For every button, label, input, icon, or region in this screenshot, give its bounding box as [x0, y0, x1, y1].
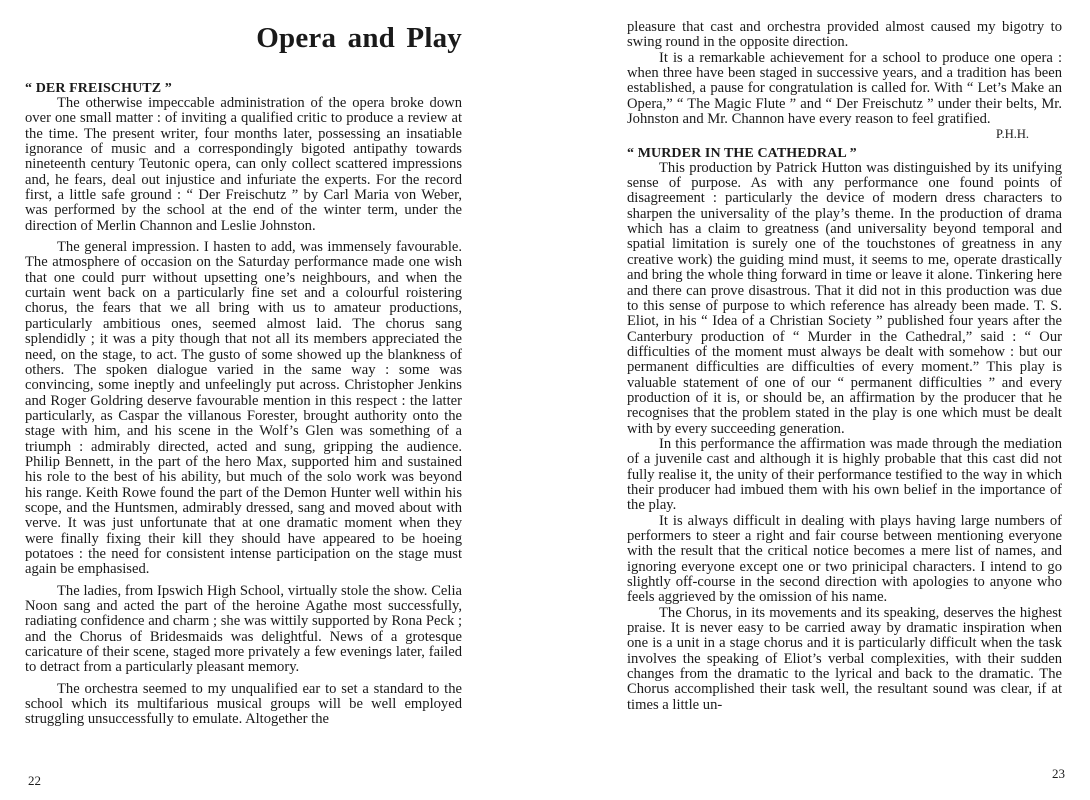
paragraph: The Chorus, in its movements and its speaking, deserves the highest praise. It is never easy to be carried away by dramatic inspiration when one is a unit in a stage chorus and it is particularly difficult when the task involves the speaking of Eliot’s verbal complexities, with their sudden changes from the dramatic to the lyrical and back to the dramatic. The Chorus accomplished their task well, the resultant sound was clear, if at times a little un-: [627, 604, 1062, 713]
paragraph: The otherwise impeccable administration of the opera broke down over one small matter : of inviting a qualified critic to produce a review at the time. The present writer, four months later, possessing an insatiable ignorance of music and a correspondingly bigoted antipathy towards nineteenth century Teutonic opera, can only collect scattered impressions and, he fears, deal out injustice and infuriate the experts. For the record first, a little safe ground : “ Der Freischutz ” by Carl Maria von Weber, was performed by the school at the end of the winter term, under the direction of Merlin Channon and Leslie Johnston.: [25, 95, 462, 234]
section-heading-der-freischutz: “ DER FREISCHUTZ ”: [25, 81, 172, 96]
page-number-right: 23: [1052, 766, 1065, 781]
paragraph: The orchestra seemed to my unqualified ear to set a standard to the school which its multifarious musical groups will be well employed struggling unsuccessfully to emulate. Altogether the: [25, 680, 462, 728]
right-page: [545, 0, 1090, 800]
continued-paragraph: pleasure that cast and orchestra provided almost caused my bigotry to swing round in the opposite direction.: [627, 19, 1062, 51]
article-title: Opera and Play: [256, 22, 462, 54]
left-column: [25, 81, 462, 728]
paragraph: It is always difficult in dealing with plays having large numbers of performers to steer a right and fair course between mentioning everyone with the result that the critical notice becomes a mere list of names, and ignoring everyone except one or two prinicipal characters. I intend to go slightly off-course in the second direction with apologies to anyone who feels aggrieved by the omission of his name.: [627, 512, 1062, 606]
paragraph: The ladies, from Ipswich High School, virtually stole the show. Celia Noon sang and acted the part of the heroine Agathe most successfully, radiating confidence and charm ; she was wittily supported by Rona Peck ; and the Chorus of Bridesmaids was delightful. News of a grotesque caricature of their scene, staged more privately a few evenings later, failed to detract from a particularly pleasant memory.: [25, 582, 462, 676]
author-signature: P.H.H.: [996, 127, 1029, 142]
right-column: [627, 20, 1062, 713]
section-heading-murder-in-the-cathedral: “ MURDER IN THE CATHEDRAL ”: [627, 145, 857, 161]
paragraph: This production by Patrick Hutton was distinguished by its unifying sense of purpose. As with any performance one found points of disagreement : particularly the device of modern dress characters to sharpen the universality of the play’s theme. In the production of drama which has a claim to greatness (and universality beyond temporal and spatial limitation is surely one of the touchstones of greatness in any creative work) the guiding mind must, it seems to me, operate drastically and bring the whole thing forward in time or leave it alone. Tinkering here and there can prove disastrous. That it did not in this production was due to this sense of purpose to which reference has already been made. T. S. Eliot, in his “ Idea of a Christian Society ” published four years after the Canterbury production of “ Murder in the Cathedral,” said : “ Our difficulties of the moment must always be dealt with somehow : but our permanent difficulties are difficulties of every moment.” This play is valuable statement of one of our “ permanent difficulties ” and every production of it is, or should be, an affirmation by the producer that he recognises that the problem stated in the play is one which must be dealt with by every succeeding generation.: [627, 159, 1062, 437]
paragraph: The general impression. I hasten to add, was immensely favourable. The atmosphere of occasion on the Saturday performance made one wish that one could purr without upsetting one’s neighbours, and when the curtain went back on a particularly fine set and a colourful roistering chorus, the fears that we all bring with us to amateur productions, particularly ambitious ones, seemed almost laid. The chorus sang splendidly ; it was a pity though that not all its members appreciated the need, on the stage, to act. The gusto of some showed up the blankness of others. The spoken dialogue varied in the same way : some was convincing, some ineptly and unfeelingly put across. Christopher Jenkins and Roger Goldring deserve favourable mention in this respect : the latter particularly, as Caspar the villanous Forester, brought authority onto the stage with him, and his scene in the Wolf’s Glen was something of a triumph : admirably directed, acted and sung, gripping the audience. Philip Bennett, in the part of the hero Max, supported him and sustained his role to the best of his ability, but much of the solo work was beyond his range. Keith Rowe found the part of the Demon Hunter well within his scope, and the Huntsmen, admirably dressed, sang and moved about with verve. It was just unfortunate that at one dramatic moment when they were finally fixing their kill they should have appeared to be hoeing potatoes : the need for consistent intense participation on the stage must again be emphasised.: [25, 239, 462, 578]
paragraph: It is a remarkable achievement for a school to produce one opera : when three have been staged in successive years, and a tradition has been established, a pause for congratulation is called for. With “ Let’s Make an Opera,” “ The Magic Flute ” and “ Der Freischutz ” under their belts, Mr. Johnston and Mr. Channon have every reason to feel gratified.: [627, 49, 1062, 128]
paragraph: In this performance the affirmation was made through the mediation of a juvenile cast and although it is highly probable that this cast did not fully realise it, the unity of their performance testified to the way in which their producer had imbued them with his own belief in the importance of the play.: [627, 435, 1062, 514]
page-number-left: 22: [28, 773, 41, 788]
